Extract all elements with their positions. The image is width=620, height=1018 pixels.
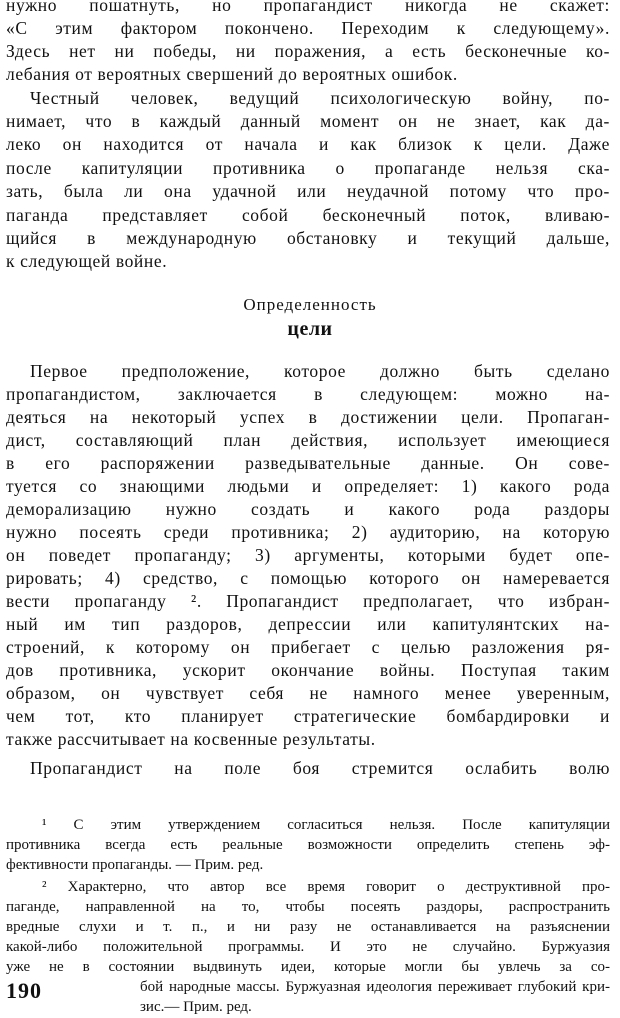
footnote-line: уже не в состоянии выдвинуть идеи, которые могли бы увлечь за со- xyxy=(6,959,610,975)
text-line: дист, составляющий план действия, использует имеющиеся xyxy=(6,430,610,450)
text-line: лебания от вероятных свершений до вероятных ошибок. xyxy=(6,64,458,84)
footnote-line: ¹ С этим утверждением согласиться нельзя. После капитуляции xyxy=(42,817,610,833)
text-line: паганда представляет собой бесконечный поток, вливаю- xyxy=(6,205,610,225)
text-line: рировать; 4) средство, с помощью которого он намеревается xyxy=(6,568,610,588)
text-line: нужно посеять среди противника; 2) аудиторию, на которую xyxy=(6,522,610,542)
text-line: Пропагандист на поле боя стремится ослабить волю xyxy=(30,758,610,778)
footnote-line: какой-либо положительной программы. И это не случайно. Буржуазия xyxy=(6,939,610,955)
text-line: Честный человек, ведущий психологическую войну, по- xyxy=(30,88,610,108)
footnote-line: зис.— Прим. ред. xyxy=(140,999,252,1015)
section-heading-line2: цели xyxy=(287,318,333,340)
text-line: он поведет пропаганду; 3) аргументы, которыми будет опе- xyxy=(6,545,610,565)
text-line: деморализацию нужно создать и какого рода раздоры xyxy=(6,499,610,519)
text-line: леко он находится от начала и как близок к цели. Даже xyxy=(6,134,610,154)
text-line: нужно пошатнуть, но пропагандист никогда не скажет: xyxy=(6,0,610,15)
text-line: деяться на некоторый успех в достижении цели. Пропаган- xyxy=(6,407,610,427)
text-line: Первое предположение, которое должно быть сделано xyxy=(30,361,610,381)
text-line: дов противника, ускорит окончание войны. Поступая таким xyxy=(6,660,610,680)
text-line: также рассчитывает на косвенные результаты. xyxy=(6,729,376,749)
text-line: вести пропаганду ². Пропагандист предполагает, что избран- xyxy=(6,591,610,611)
text-line: образом, он чувствует себя не намного менее уверенным, xyxy=(6,683,610,703)
text-line: нимает, что в каждый данный момент он не знает, как да- xyxy=(6,111,610,131)
text-line: туется со знающими людьми и определяет: 1) какого рода xyxy=(6,476,610,496)
text-line: к следующей войне. xyxy=(6,251,168,271)
footnote-line: вредные слухи и т. п., и ни разу не останавливается на разъяснении xyxy=(6,919,610,935)
footnote-line: противника всегда есть реальные возможности определить степень эф- xyxy=(6,837,610,853)
section-heading-line1: Определенность xyxy=(243,295,377,314)
text-line: после капитуляции противника о пропаганде нельзя ска- xyxy=(6,158,610,178)
text-line: ный им тип раздоров, депрессии или капитулянтских на- xyxy=(6,614,610,634)
text-line: «С этим фактором покончено. Переходим к следующему». xyxy=(6,18,610,38)
text-line: зать, была ли она удачной или неудачной потому что про- xyxy=(6,181,610,201)
text-line: пропагандистом, заключается в следующем: можно на- xyxy=(6,384,610,404)
footnote-line: паганде, направленной на то, чтобы посеять раздоры, распространить xyxy=(6,899,610,915)
footnote-line: бой народные массы. Буржуазная идеология переживает глубокий кри- xyxy=(140,979,610,995)
text-line: щийся в международную обстановку и текущий дальше, xyxy=(6,228,610,248)
page-number: 190 xyxy=(6,978,42,1003)
text-line: строений, к которому он прибегает с целью разложения ря- xyxy=(6,637,610,657)
footnote-line: ² Характерно, что автор все время говорит о деструктивной про- xyxy=(42,879,610,895)
footnote-line: фективности пропаганды. — Прим. ред. xyxy=(6,857,264,873)
text-line: Здесь нет ни победы, ни поражения, а есть бесконечные ко- xyxy=(6,41,610,61)
text-line: чем тот, кто планирует стратегические бомбардировки и xyxy=(6,706,610,726)
text-line: в его распоряжении разведывательные данные. Он сове- xyxy=(6,453,610,473)
